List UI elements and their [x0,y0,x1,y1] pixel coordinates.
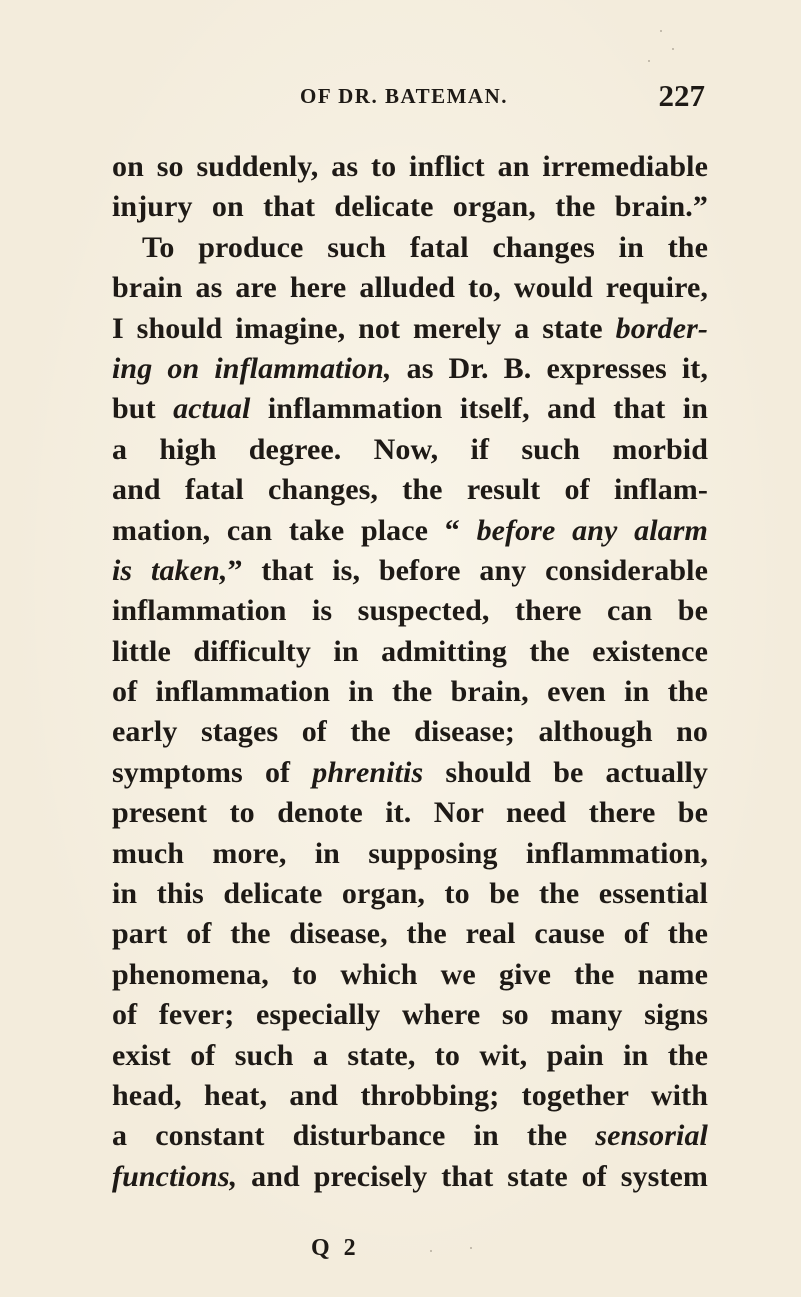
text-line: early stages of the disease; although no [112,715,708,749]
text-line: I should imagine, not merely a state border- [112,311,708,345]
text-line: of fever; especially where so many signs [112,998,708,1032]
text-line: a high degree. Now, if such morbid [112,432,708,466]
text-line: functions, and precisely that state of system [112,1159,708,1193]
italic-text: actual [173,392,251,426]
text-line: much more, in supposing inflammation, [112,836,708,870]
text-line: To produce such fatal changes in the [142,230,708,264]
italic-text: ing on inflammation, [112,351,392,385]
text-line: inflammation is suspected, there can be [112,594,708,628]
italic-text: is taken, [112,553,228,587]
text-line: a constant disturbance in the sensorial [112,1119,708,1153]
running-head: OF DR. BATEMAN. [300,84,508,108]
page-header [300,78,705,118]
text-line: is taken,” that is, before any considerable [112,553,708,587]
text-line: ing on inflammation, as Dr. B. expresses it, [112,351,708,385]
paper-speck [648,60,650,62]
text-line: injury on that delicate organ, the brain.” [112,190,708,224]
paper-speck [660,30,662,32]
text-line: on so suddenly, as to inflict an irremediable [112,150,708,183]
italic-text: phrenitis [312,755,424,789]
paper-speck [430,1250,432,1252]
text-line: phenomena, to which we give the name [112,957,708,991]
page-number: 227 [658,78,705,113]
paper-speck [470,1247,472,1249]
text-line: exist of such a state, to wit, pain in the [112,1038,708,1072]
text-line: of inflammation in the brain, even in the [112,675,708,709]
italic-text: border- [615,311,708,345]
text-line: but actual inflammation itself, and that in [112,392,708,426]
text-line: mation, can take place “ before any alarm [112,513,708,547]
text-line: present to denote it. Nor need there be [112,796,708,830]
body-text [112,147,708,1197]
signature-mark: Q 2 [311,1235,360,1261]
text-line: and fatal changes, the result of inflam- [112,473,708,507]
italic-text: sensorial [595,1119,708,1153]
italic-text: functions, [112,1159,238,1193]
text-line: brain as are here alluded to, would require, [112,271,708,305]
text-line: in this delicate organ, to be the essential [112,877,708,911]
text-line: head, heat, and throbbing; together with [112,1078,708,1112]
text-line: symptoms of phrenitis should be actually [112,755,709,789]
paper-speck [672,48,674,50]
text-line: part of the disease, the real cause of the [112,917,708,951]
text-line: little difficulty in admitting the existence [112,634,708,668]
italic-text: before any alarm [476,513,708,547]
